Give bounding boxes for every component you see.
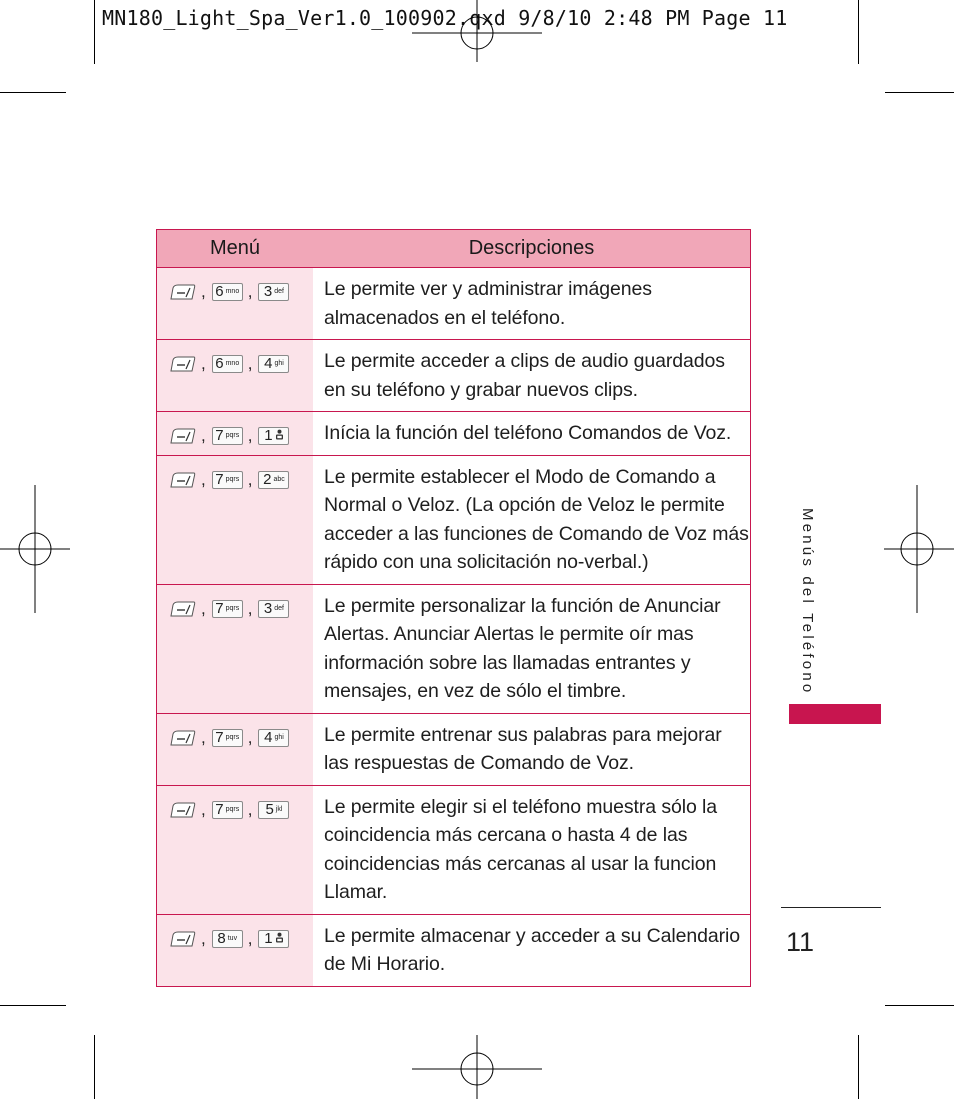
description-cell: Le permite entrenar sus palabras para mejorar las respuestas de Comando de Voz. [313, 713, 751, 785]
crop-mark-bottom-right-h [885, 1005, 954, 1006]
menu-table [156, 229, 751, 987]
crop-mark-bottom-left-h [0, 1005, 66, 1006]
page-number: 11 [786, 927, 815, 957]
key-sequence [169, 354, 313, 374]
key-letters: pqrs [225, 432, 240, 439]
key-digit: 4 [264, 355, 273, 372]
keypad-key-icon [212, 930, 243, 948]
key-separator: , [201, 426, 206, 445]
key-digit: 7 [215, 800, 224, 818]
keypad-key-icon [212, 600, 243, 618]
description-cell: Le permite ver y administrar imágenes almacenados en el teléfono. [313, 268, 751, 340]
description-cell: Le permite establecer el Modo de Comando a Normal o Veloz. (La opción de Veloz le permite acceder a las funciones de Comando de Voz más rápido con una solicitación no-verbal.) [313, 455, 751, 584]
menu-key-sequence-cell [157, 340, 314, 412]
description-cell: Le permite acceder a clips de audio guardados en su teléfono y grabar nuevos clips. [313, 340, 751, 412]
key-digit: 7 [215, 427, 224, 444]
table-row [157, 914, 751, 986]
key-separator: , [201, 469, 206, 489]
menu-key-sequence-cell [157, 412, 314, 456]
description-cell: Le permite almacenar y acceder a su Calendario de Mi Horario. [313, 914, 751, 986]
keypad-key-icon [212, 729, 243, 747]
key-separator: , [247, 282, 253, 301]
key-sequence [169, 426, 313, 446]
key-digit: 6 [215, 283, 224, 300]
key-separator: , [247, 469, 253, 489]
key-letters: def [274, 604, 284, 612]
keypad-key-icon [258, 930, 289, 948]
key-letters: pqrs [225, 805, 240, 813]
crop-mark-top-right-h [885, 92, 954, 93]
keypad-key-icon [212, 801, 243, 819]
menu-key-sequence-cell [157, 268, 314, 340]
menu-key-sequence-cell [157, 914, 314, 986]
key-sequence [169, 599, 313, 619]
key-letters: pqrs [225, 604, 240, 612]
keypad-key-icon [212, 355, 243, 373]
key-separator: , [247, 354, 253, 373]
keypad-key-icon [258, 600, 289, 618]
key-letters: mno [225, 360, 240, 367]
table-row [157, 412, 751, 456]
page-number-rule [781, 907, 881, 908]
header-descriptions: Descripciones [313, 230, 751, 268]
key-sequence [169, 470, 313, 490]
key-digit: 8 [217, 929, 226, 947]
key-separator: , [247, 928, 253, 948]
menu-softkey-icon [169, 472, 196, 488]
key-letters: abc [273, 475, 285, 483]
keypad-key-icon [212, 427, 243, 445]
table-row [157, 455, 751, 584]
registration-mark-left [0, 485, 70, 613]
key-separator: , [201, 598, 206, 618]
table-body [157, 268, 751, 987]
table-row [157, 713, 751, 785]
menu-key-sequence-cell [157, 785, 314, 914]
key-digit: 5 [265, 800, 274, 818]
menu-softkey-icon [169, 284, 196, 300]
key-separator: , [201, 727, 206, 747]
menu-softkey-icon [169, 802, 196, 818]
key-digit: 6 [215, 355, 224, 372]
menu-softkey-icon [169, 601, 196, 617]
key-letters: def [274, 288, 284, 295]
registration-mark-bottom [412, 1035, 542, 1099]
crop-mark-top-left-v [94, 0, 95, 64]
description-cell: Le permite elegir si el teléfono muestra sólo la coincidencia más cercana o hasta 4 de las coincidencias más cercanas al usar la funcion Llamar. [313, 785, 751, 914]
crop-mark-bottom-right-v [858, 1035, 859, 1099]
keypad-key-icon [258, 729, 289, 747]
keypad-key-icon [258, 471, 289, 489]
key-letters: pqrs [225, 733, 240, 741]
key-digit: 2 [263, 470, 272, 488]
key-letters: pqrs [225, 475, 240, 483]
key-digit: 1 [264, 427, 273, 444]
keypad-key-icon [258, 355, 289, 373]
table-row [157, 785, 751, 914]
key-letters: ghi [274, 733, 284, 741]
voicemail-icon [275, 429, 284, 443]
key-digit: 7 [215, 728, 224, 746]
key-separator: , [247, 799, 253, 819]
key-digit: 4 [264, 728, 273, 746]
menu-key-sequence-cell [157, 584, 314, 713]
key-digit: 7 [215, 599, 224, 617]
key-letters: jkl [275, 805, 283, 813]
key-separator: , [201, 282, 206, 301]
keypad-key-icon [212, 471, 243, 489]
registration-mark-top [412, 0, 542, 62]
menu-softkey-icon [169, 428, 196, 444]
menu-softkey-icon [169, 356, 196, 372]
menu-softkey-icon [169, 931, 196, 947]
print-slug: MN180_Light_Spa_Ver1.0_100902.qxd 9/8/10 2:48 PM Page 11 [102, 6, 788, 30]
header-menu: Menú [157, 230, 314, 268]
key-separator: , [201, 354, 206, 373]
menu-softkey-icon [169, 730, 196, 746]
key-sequence [169, 728, 313, 748]
key-separator: , [247, 598, 253, 618]
registration-mark-right [884, 485, 954, 613]
key-digit: 1 [264, 929, 273, 947]
key-letters: ghi [274, 360, 284, 367]
key-separator: , [247, 727, 253, 747]
key-digit: 7 [215, 470, 224, 488]
key-digit: 3 [263, 283, 273, 300]
key-sequence [169, 800, 313, 820]
section-side-label: Menús del Teléfono [799, 508, 816, 696]
key-separator: , [201, 799, 206, 819]
crop-mark-top-left-h [0, 92, 66, 93]
key-sequence [169, 929, 313, 949]
section-tab-marker [789, 704, 881, 724]
crop-mark-top-right-v [858, 0, 859, 64]
key-separator: , [247, 426, 253, 445]
key-sequence [169, 282, 313, 302]
key-separator: , [201, 928, 206, 948]
table-row [157, 340, 751, 412]
table-row [157, 584, 751, 713]
keypad-key-icon [258, 801, 289, 819]
menu-key-sequence-cell [157, 713, 314, 785]
table-header-row [157, 230, 751, 268]
description-cell: Le permite personalizar la función de Anunciar Alertas. Anunciar Alertas le permite oír mas información sobre las llamadas entrantes y mensajes, en vez de sólo el timbre. [313, 584, 751, 713]
table-row [157, 268, 751, 340]
key-letters: mno [225, 288, 240, 295]
menu-key-sequence-cell [157, 455, 314, 584]
keypad-key-icon [258, 427, 289, 445]
key-digit: 3 [263, 599, 273, 617]
voicemail-icon [275, 932, 284, 946]
crop-mark-bottom-left-v [94, 1035, 95, 1099]
keypad-key-icon [212, 283, 243, 301]
description-cell: Inícia la función del teléfono Comandos de Voz. [313, 412, 751, 456]
keypad-key-icon [258, 283, 289, 301]
key-letters: tuv [227, 934, 238, 942]
